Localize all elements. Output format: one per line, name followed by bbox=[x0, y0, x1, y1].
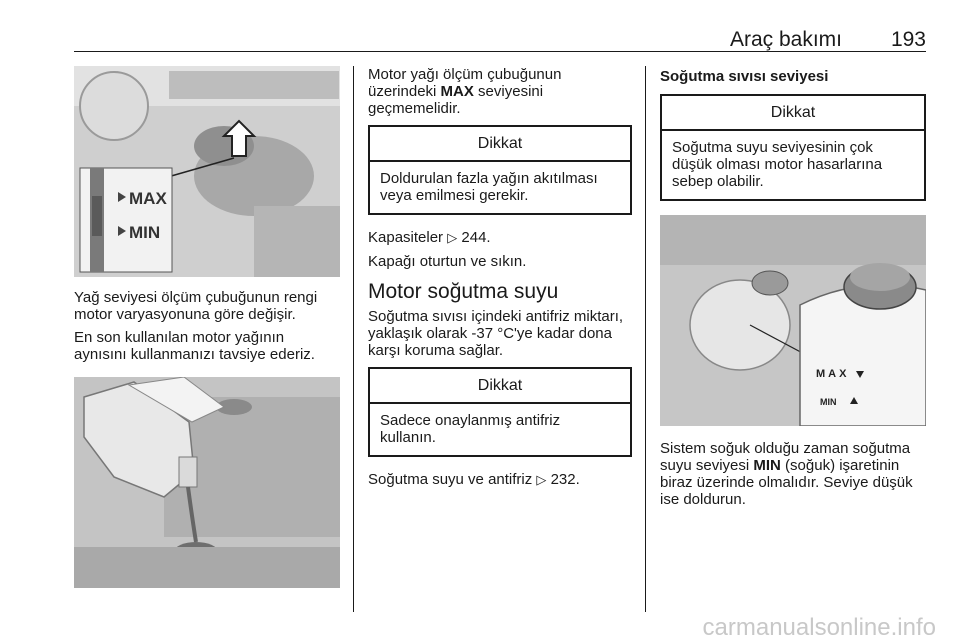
caution-box-coolant-level bbox=[660, 94, 926, 201]
watermark: carmanualsonline.info bbox=[702, 614, 936, 641]
page-reference-arrow-icon: ▷ bbox=[447, 231, 458, 246]
oil-max-note bbox=[368, 66, 632, 117]
oil-filling-figure bbox=[74, 377, 340, 588]
column-2 bbox=[368, 66, 632, 495]
close-cap-instruction: Kapağı oturtun ve sıkın. bbox=[368, 253, 527, 270]
page-number: 193 bbox=[890, 28, 926, 51]
caution-title: Dikkat bbox=[370, 369, 630, 404]
fig3-min-label: MIN bbox=[820, 397, 837, 407]
coolant-min-mark: MIN bbox=[753, 457, 781, 474]
coolant-level-instruction bbox=[660, 440, 926, 508]
engine-oil-dipstick-figure bbox=[74, 66, 340, 277]
fig1-max-label: MAX bbox=[129, 189, 167, 208]
capacities-text: Kapasiteler bbox=[368, 229, 448, 246]
caution-box-oil bbox=[368, 125, 632, 215]
caution-title: Dikkat bbox=[662, 96, 924, 131]
oil-max-text-c: seviyesini geçmemelidir. bbox=[368, 83, 544, 117]
caution-text: Sadece onaylanmış antifriz kullanın. bbox=[380, 412, 561, 446]
column-divider-2 bbox=[645, 66, 646, 612]
coolant-ref-text: Soğutma suyu ve antifriz bbox=[368, 471, 537, 488]
coolant-page-ref[interactable]: 232. bbox=[550, 471, 580, 488]
caution-title: Dikkat bbox=[370, 127, 630, 162]
coolant-reservoir-figure bbox=[660, 215, 926, 426]
coolant-level-text-c: (soğuk) işaretinin biraz üzerinde olmalıdır. Seviye düşük ise doldurun. bbox=[660, 457, 913, 508]
header-rule bbox=[74, 51, 926, 52]
antifreeze-note: Soğutma sıvısı içindeki antifriz miktarı, yaklaşık olarak -37 °C'ye kadar dona karşı koruma sağlar. bbox=[368, 308, 624, 359]
coolant-reference bbox=[368, 471, 632, 489]
capacities-page-ref[interactable]: 244. bbox=[461, 229, 491, 246]
oil-color-note: Yağ seviyesi ölçüm çubuğunun rengi motor varyasyonuna göre değişir. bbox=[74, 289, 318, 323]
coolant-level-text-a: Sistem soğuk olduğu zaman soğutma suyu seviyesi bbox=[660, 440, 911, 474]
page-header bbox=[74, 22, 926, 52]
caution-text: Soğutma suyu seviyesinin çok düşük olması motor hasarlarına sebep olabilir. bbox=[672, 139, 883, 190]
caution-text: Doldurulan fazla yağın akıtılması veya emilmesi gerekir. bbox=[380, 170, 598, 204]
column-divider-1 bbox=[353, 66, 354, 612]
chapter-title: Araç bakımı bbox=[729, 28, 842, 51]
subsection-title-coolant-level: Soğutma sıvısı seviyesi bbox=[660, 68, 829, 85]
oil-max-text-a: Motor yağı ölçüm çubuğunun üzerindeki bbox=[368, 66, 562, 100]
section-title-coolant: Motor soğutma suyu bbox=[368, 280, 559, 303]
oil-recommendation: En son kullanılan motor yağının aynısını kullanmanızı tavsiye ederiz. bbox=[74, 329, 315, 363]
page-reference-arrow-icon: ▷ bbox=[536, 473, 547, 488]
fig3-max-label: MAX bbox=[816, 368, 850, 380]
column-3 bbox=[660, 66, 926, 514]
fig1-min-label: MIN bbox=[129, 223, 161, 242]
capacities-reference bbox=[368, 229, 632, 247]
caution-box-antifreeze bbox=[368, 367, 632, 457]
oil-max-mark: MAX bbox=[440, 83, 474, 100]
column-1 bbox=[74, 66, 340, 588]
